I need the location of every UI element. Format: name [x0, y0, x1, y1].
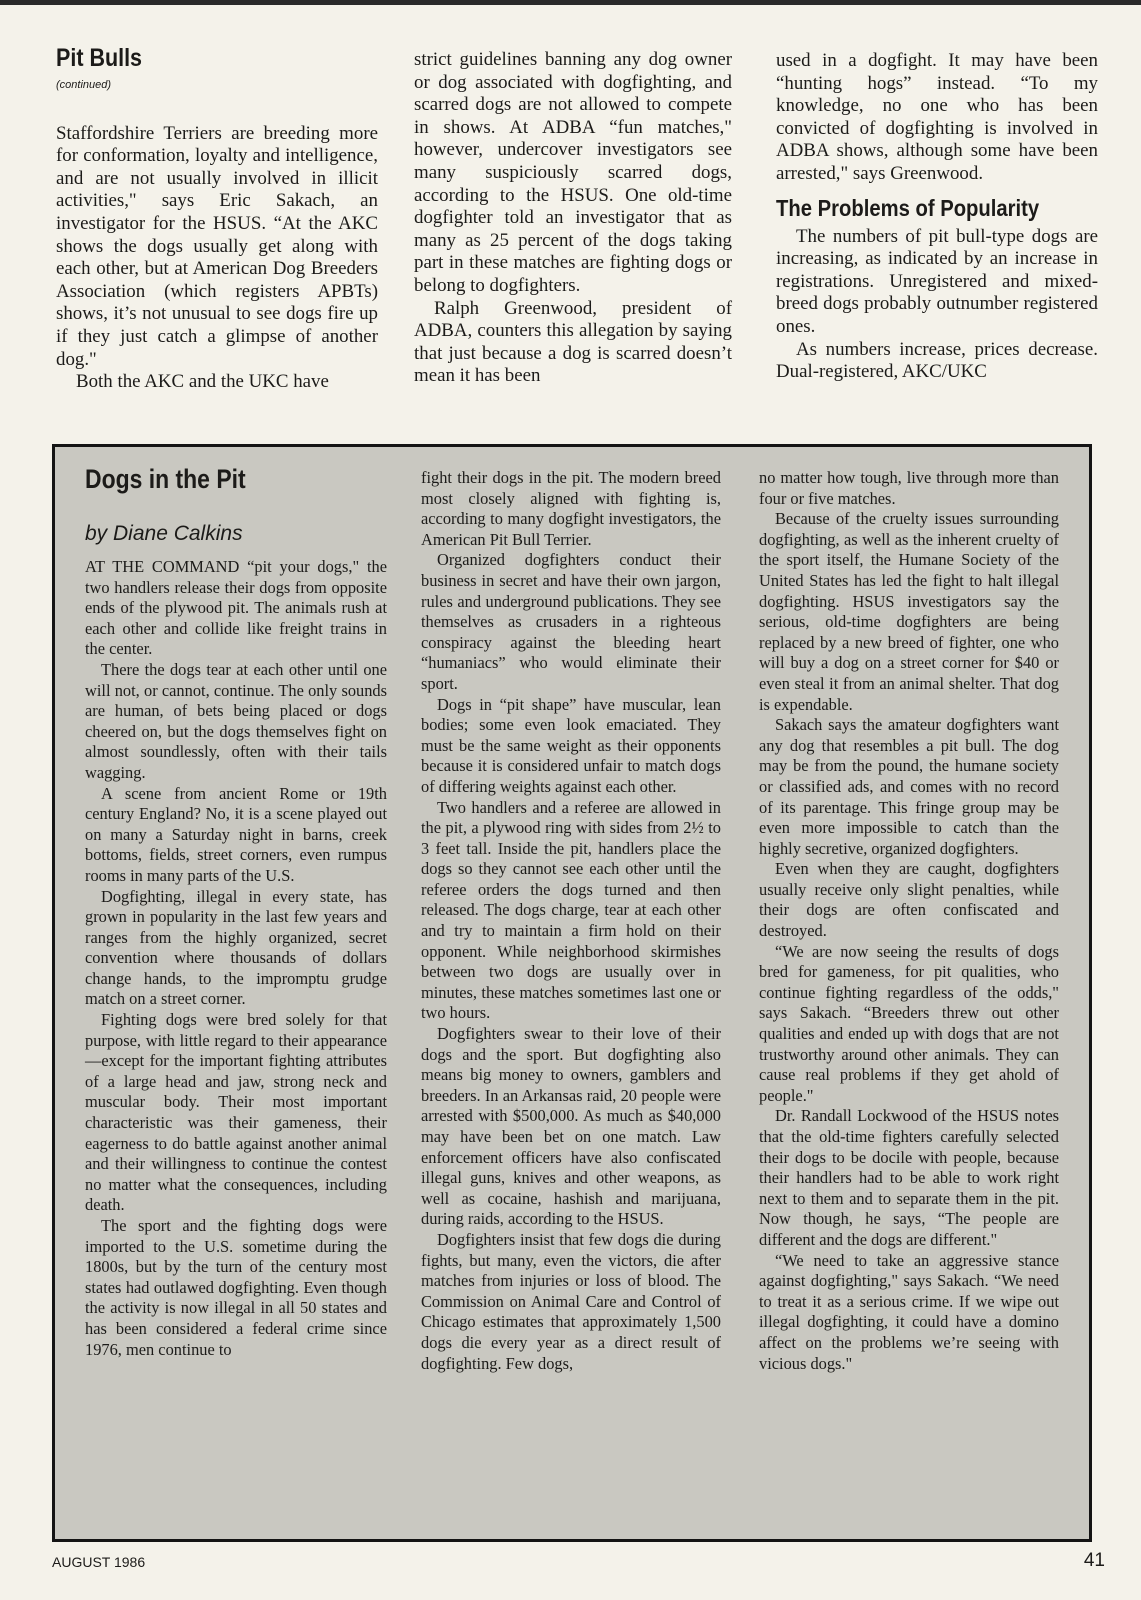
- sidebar-column-1: [85, 463, 387, 1360]
- article-paragraph: used in a dogfight. It may have been “hunting hogs” instead. “To my knowledge, no one who has been convicted of dogfighting is involved in ADBA shows, although some have been arrested," says Greenwood.: [776, 50, 1098, 184]
- sidebar-title: Dogs in the Pit: [85, 464, 246, 494]
- sidebar-paragraph: Dogs in “pit shape” have muscular, lean bodies; some even look emaciated. They must be the same weight as their opponents because it is considered unfair to match dogs of differing weights against each other.: [421, 694, 721, 796]
- sidebar-box: [52, 444, 1092, 1542]
- sidebar-paragraph: Because of the cruelty issues surrounding dogfighting, as well as the inherent cruelty of the sport itself, the Humane Society of the United States has led the fight to halt illegal dogfighting. HSUS investigators say the serious, old-time dogfighters are being replaced by a new breed of fighter, one who will buy a dog on a street corner for $40 or even steal it from an animal shelter. That dog is expendable.: [759, 509, 1059, 714]
- sidebar-paragraph: Dogfighters insist that few dogs die during fights, but many, even the victors, die after matches from injuries or loss of blood. The Commission on Animal Care and Control of Chicago estimates that approximately 1,500 dogs die every year as a direct result of dogfighting. Few dogs,: [421, 1229, 721, 1373]
- sidebar-paragraph: Even when they are caught, dogfighters usually receive only slight penalties, while their dogs are often confiscated and destroyed.: [759, 859, 1059, 941]
- article-paragraph: strict guidelines banning any dog owner or dog associated with dogfighting, and scarred dogs are not allowed to compete in shows. At ADBA “fun matches," however, undercover investigators see many suspiciously scarred dogs, according to the HSUS. One old-time dogfighter told an investigator that as many as 25 percent of the dogs taking part in these matches are fighting dogs or belong to dogfighters.: [414, 49, 732, 296]
- sidebar-paragraph: no matter how tough, live through more than four or five matches.: [759, 468, 1059, 508]
- continued-label: (continued): [56, 79, 112, 91]
- sidebar-paragraph: fight their dogs in the pit. The modern breed most closely aligned with fighting is, according to many dogfight investigators, the American Pit Bull Terrier.: [421, 468, 721, 549]
- article-column-1: [56, 44, 378, 394]
- article-paragraph: Staffordshire Terriers are breeding more for conformation, loyalty and intelligence, and are not usually involved in illicit activities," says Eric Sakach, an investigator for the HSUS. “At the AKC shows the dogs usually get along with each other, but at American Dog Breeders Association (which registers APBTs) shows, it’s not unusual to see dogs fire up if they just catch a glimpse of another dog.": [56, 122, 378, 370]
- top-rule: [0, 0, 1141, 5]
- footer-date: AUGUST 1986: [52, 1554, 146, 1570]
- sidebar-paragraph: A scene from ancient Rome or 19th century England? No, it is a scene played out on many a Saturday night in barns, creek bottoms, fields, street corners, even rumpus rooms in many parts of the U.S.: [85, 783, 387, 885]
- sidebar-paragraph: Dogfighters swear to their love of their dogs and the sport. But dogfighting also means big money to owners, gamblers and breeders. In an Arkansas raid, 20 people were arrested with $500,000. As much as $40,000 may have been bet on one match. Law enforcement officers have also confiscated illegal guns, knives and other weapons, as well as cocaine, hashish and marijuana, during raids, according to the HSUS.: [421, 1024, 721, 1229]
- sidebar-paragraph: Two handlers and a referee are allowed in the pit, a plywood ring with sides from 2½ to 3 feet tall. Inside the pit, handlers place the dogs so they cannot see each other until the referee orders the dogs turned and then released. The dogs charge, tear at each other and try to maintain a firm hold on their opponent. While neighborhood skirmishes between two dogs are usually over in minutes, these matches sometimes last one or two hours.: [421, 797, 721, 1023]
- sidebar-paragraph: AT THE COMMAND “pit your dogs," the two handlers release their dogs from opposite ends of the plywood pit. The animals rush at each other and collide like freight trains in the center.: [85, 557, 387, 659]
- sidebar-column-3: [759, 468, 1059, 1374]
- sidebar-paragraph: “We need to take an aggressive stance against dogfighting," says Sakach. “We need to treat it as a serious crime. If we wipe out illegal dogfighting, it could have a domino affect on the problems we’re seeing with vicious dogs.": [759, 1250, 1059, 1373]
- section-title: Pit Bulls: [56, 44, 143, 72]
- sidebar-column-2: [421, 468, 721, 1374]
- article-paragraph: The numbers of pit bull-type dogs are increasing, as indicated by an increase in registrations. Unregistered and mixed-breed dogs probably outnumber registered ones.: [776, 225, 1098, 337]
- article-paragraph: Both the AKC and the UKC have: [76, 371, 329, 393]
- sidebar-paragraph: “We are now seeing the results of dogs bred for gameness, for pit qualities, who continue fighting regardless of the odds," says Sakach. “Breeders threw out other qualities and ended up with dogs that are not trustworthy around other animals. They can cause real problems if they get ahold of people.": [759, 941, 1059, 1105]
- page-number: 41: [1083, 1550, 1105, 1571]
- sidebar-paragraph: The sport and the fighting dogs were imported to the U.S. sometime during the 1800s, but by the turn of the century most states had outlawed dogfighting. Even though the activity is now illegal in all 50 states and has been considered a federal crime since 1976, men continue to: [85, 1216, 387, 1359]
- sidebar-paragraph: Dr. Randall Lockwood of the HSUS notes that the old-time fighters carefully selected their dogs to be docile with people, because their handlers had to be able to work right next to them and to separate them in the pit. Now though, he says, “The people are different and the dogs are different.": [759, 1106, 1059, 1249]
- article-paragraph: As numbers increase, prices decrease. Dual-registered, AKC/UKC: [776, 338, 1098, 383]
- article-column-3: [776, 50, 1098, 384]
- article-paragraph: Ralph Greenwood, president of ADBA, counters this allegation by saying that just because a dog is scarred doesn’t mean it has been: [414, 297, 732, 387]
- article-column-2: [414, 49, 732, 388]
- sidebar-paragraph: Fighting dogs were bred solely for that purpose, with little regard to their appearance—except for the important fighting attributes of a large head and jaw, strong neck and muscular body. Their most important characteristic was their gameness, their eagerness to do battle against another animal and their willingness to continue the contest no matter what the consequences, including death.: [85, 1010, 387, 1215]
- sidebar-paragraph: There the dogs tear at each other until one will not, or cannot, continue. The only sounds are human, of bets being placed or dogs cheered on, but the dogs themselves fight on almost soundlessly, often with their tails wagging.: [85, 659, 387, 782]
- subhead: The Problems of Popularity: [776, 194, 1040, 221]
- sidebar-paragraph: Dogfighting, illegal in every state, has grown in popularity in the last few years and ranges from the highly organized, secret convention where thousands of dollars change hands, to the impromptu grudge match on a street corner.: [85, 886, 387, 1009]
- sidebar-paragraph: Sakach says the amateur dogfighters want any dog that resembles a pit bull. The dog may be from the pound, the humane society or classified ads, and comes with no record of its parentage. This fringe group may be even more impossible to catch than the highly secretive, organized dogfighters.: [759, 715, 1059, 858]
- sidebar-byline: by Diane Calkins: [85, 522, 243, 545]
- sidebar-paragraph: Organized dogfighters conduct their business in secret and have their own jargon, rules and underground publications. They see themselves as crusaders in a righteous conspiracy against the bleeding heart “humaniacs” who would eliminate their sport.: [421, 550, 721, 693]
